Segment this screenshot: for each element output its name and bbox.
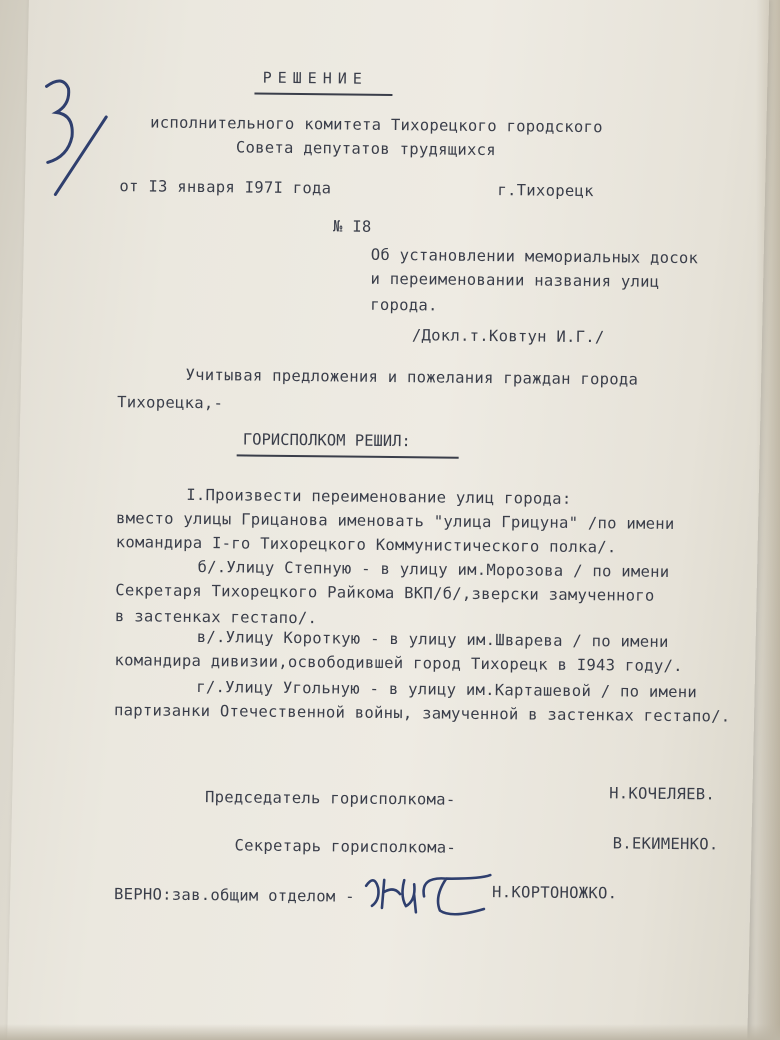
heading-underline [254,93,392,96]
subject-line-1: Об установлении мемориальных досок [370,245,699,268]
item-1-line-2: вместо улицы Грицанова именовать "улица Грицуна" /по имени [115,509,675,533]
handwritten-signature [360,866,501,927]
preamble-line-2: Тихорецка,- [117,393,224,413]
item-g-line-2: партизанки Отечественной войны, замученной в застенках гестапо/. [113,701,731,726]
certified-name: Н.КОРТОНОЖКО. [492,883,618,903]
item-v-line-1: в/.Улицу Короткую - в улицу им.Шварева / по имени [196,627,669,651]
item-b-line-2: Секретаря Тихорецкого Райкома ВКП/б/,зверски замученного [115,581,655,605]
item-b-line-3: в застенках гестапо/. [114,607,318,628]
document-date: от I3 января I97I года [119,177,332,198]
document-city: г.Тихорецк [497,181,594,201]
chairman-name: Н.КОЧЕЛЯЕВ. [609,784,716,804]
secretary-name: В.ЕКИМЕНКО. [612,834,719,854]
subject-line-3: города. [370,295,438,315]
secretary-title: Секретарь горисполкома- [234,836,457,857]
certified-title: ВЕРНО:зав.общим отделом - [113,885,355,906]
document-number: № I8 [332,217,372,236]
issuer-line-2: Совета депутатов трудящихся [235,138,497,160]
item-1-line-1: I.Произвести переименование улиц города: [186,485,572,508]
chairman-title: Председатель горисполкома- [204,788,456,809]
issuer-line-1: исполнительного комитета Тихорецкого городского [150,113,603,137]
subject-line-2: и переименовании названия улиц [370,269,660,291]
resolution-heading: ГОРИСПОЛКОМ РЕШИЛ: [242,430,411,451]
resolution-underline [237,454,459,458]
reporter-note: /Докл.т.Ковтун И.Г./ [411,326,605,347]
preamble-line-1: Учитывая предложения и пожелания граждан города [185,365,639,389]
item-g-line-1: г/.Улицу Угольную - в улицу им.Карташевой / по имени [196,677,698,702]
item-v-line-2: командира дивизии,освободившей город Тихорецк в I943 году/. [114,651,683,676]
item-1-line-3: командира I-го Тихорецкого Коммунистического полка/. [115,533,617,557]
document-heading: РЕШЕНИЕ [262,68,368,88]
item-b-line-1: б/.Улицу Степную - в улицу им.Морозова / по имени [197,557,670,581]
handwritten-number-mark [33,66,114,207]
